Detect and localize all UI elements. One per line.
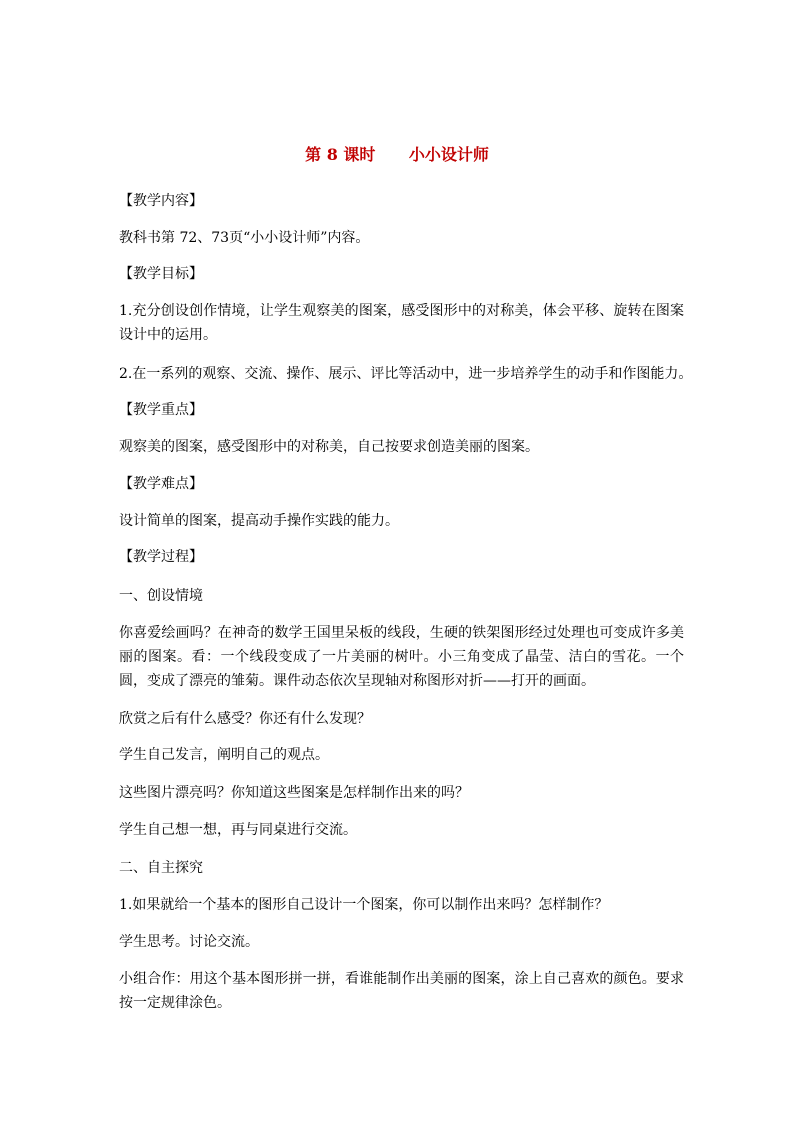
section-heading-objectives: 【教学目标】 (119, 266, 203, 282)
section-heading-content: 【教学内容】 (119, 193, 203, 209)
paragraph-content: 教科书第 72、73页“小小设计师”内容。 (119, 230, 370, 246)
paragraph-question-2: 这些图片漂亮吗？你知道这些图案是怎样制作出来的吗？ (119, 785, 469, 801)
lesson-name: 小小设计师 (408, 145, 489, 164)
paragraph-objective-2: 2.在一系列的观察、交流、操作、展示、评比等活动中，进一步培养学生的动手和作图能力。 (119, 366, 693, 382)
paragraph-student-response-1: 学生自己发言，阐明自己的观点。 (119, 747, 329, 763)
paragraph-key-points: 观察美的图案，感受图形中的对称美，自己按要求创造美丽的图案。 (119, 439, 539, 455)
lesson-title (0, 143, 794, 167)
paragraph-intro: 你喜爱绘画吗？在神奇的数学王国里呆板的线段，生硬的铁架图形经过处理也可变成许多美丽的图案。看：一个线段变成了一片美丽的树叶。小三角变成了晶莹、洁白的雪花。一个圆，变成了漂亮的雏菊。课件动态依次呈现轴对称图形对折——打开的画面。 (119, 625, 684, 689)
subheading-create-situation: 一、创设情境 (119, 588, 203, 604)
section-heading-key-points: 【教学重点】 (119, 402, 203, 418)
paragraph-group-work: 小组合作：用这个基本图形拼一拼，看谁能制作出美丽的图案，涂上自己喜欢的颜色。要求按一定规律涂色。 (119, 971, 684, 1011)
lesson-number: 第 8 课时 (305, 145, 376, 164)
subheading-self-exploration: 二、自主探究 (119, 860, 203, 876)
paragraph-student-thinking: 学生思考。讨论交流。 (119, 934, 259, 950)
paragraph-objective-1: 1.充分创设创作情境，让学生观察美的图案，感受图形中的对称美，体会平移、旋转在图案设计中的运用。 (119, 303, 684, 343)
paragraph-difficulties: 设计简单的图案，提高动手操作实践的能力。 (119, 513, 399, 529)
section-heading-difficulties: 【教学难点】 (119, 476, 203, 492)
paragraph-student-response-2: 学生自己想一想，再与同桌进行交流。 (119, 822, 357, 838)
paragraph-question-1: 欣赏之后有什么感受？你还有什么发现？ (119, 711, 371, 727)
paragraph-exploration-question: 1.如果就给一个基本的图形自己设计一个图案，你可以制作出来吗？怎样制作？ (119, 897, 609, 913)
section-heading-process: 【教学过程】 (119, 549, 203, 565)
